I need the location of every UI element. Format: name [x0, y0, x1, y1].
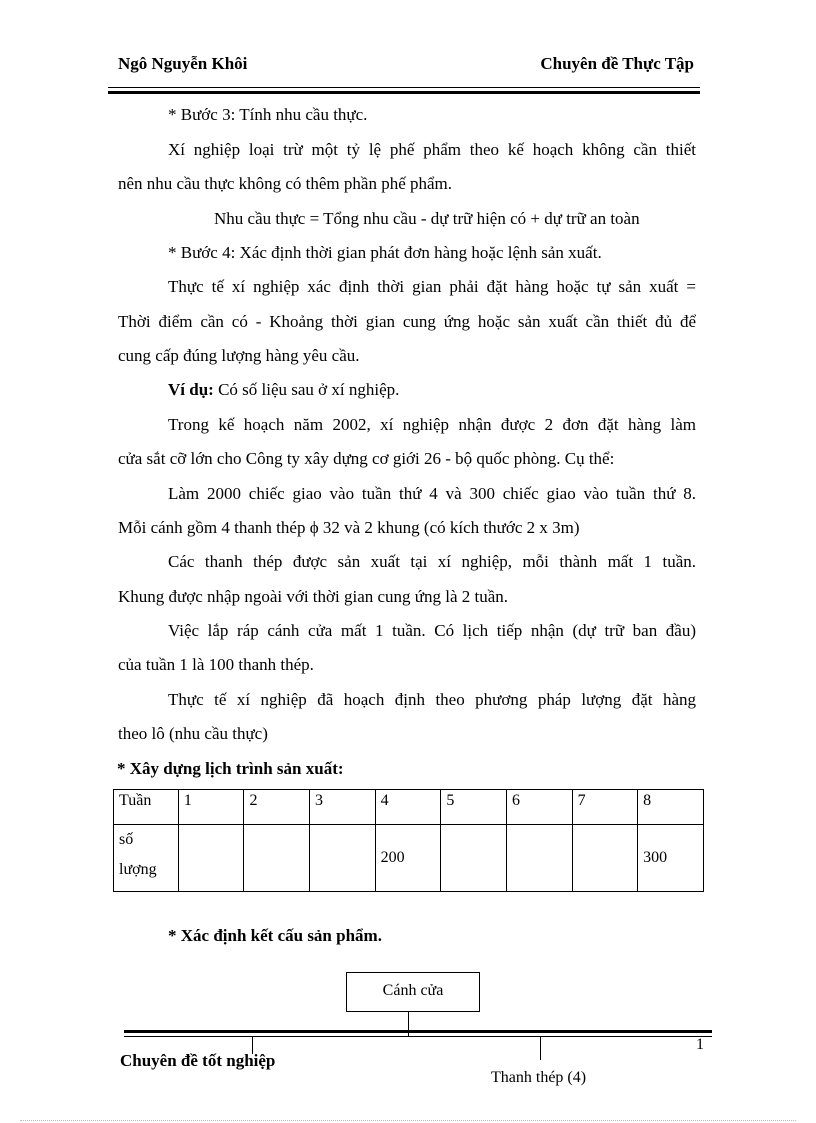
quantity-cell: 300 — [638, 825, 704, 892]
schedule-heading: * Xây dựng lịch trình sản xuất: — [117, 759, 344, 778]
week-cell: 4 — [375, 790, 441, 825]
paragraph-3-line-1: Trong kế hoạch năm 2002, xí nghiệp nhận được 2 đơn đặt hàng làm — [168, 415, 696, 434]
table-row-weeks — [114, 790, 704, 825]
week-cell: 1 — [178, 790, 244, 825]
footer-rule-thin — [124, 1036, 712, 1037]
footer-label: Chuyên đề tốt nghiệp — [120, 1051, 276, 1070]
paragraph-1-line-1: Xí nghiệp loại trừ một tỷ lệ phế phẩm theo kế hoạch không cần thiết — [168, 140, 696, 159]
paragraph-5-line-1: Các thanh thép được sản xuất tại xí nghiệp, mỗi thành mất 1 tuần. — [168, 552, 696, 571]
quantity-cell — [506, 825, 572, 892]
paragraph-6-line-2: của tuần 1 là 100 thanh thép. — [118, 655, 314, 674]
header-author: Ngô Nguyễn Khôi — [118, 54, 248, 73]
paragraph-3-line-2: cửa sắt cỡ lớn cho Công ty xây dựng cơ giới 26 - bộ quốc phòng. Cụ thể: — [118, 449, 615, 468]
paragraph-1-line-2: nên nhu cầu thực không có thêm phần phế phẩm. — [118, 174, 453, 193]
quantity-cell — [244, 825, 310, 892]
example-text: Có số liệu sau ở xí nghiệp. — [213, 380, 400, 399]
quantity-cell — [310, 825, 376, 892]
paragraph-7-line-2: theo lô (nhu cầu thực) — [118, 724, 268, 743]
step3-line: * Bước 3: Tính nhu cầu thực. — [168, 105, 368, 124]
paragraph-2-line-2: Thời điểm cần có - Khoảng thời gian cung ứng hoặc sản xuất cần thiết đủ để — [118, 312, 696, 331]
header-rule-thin — [108, 87, 700, 88]
diagram-node-door: Cánh cửa — [346, 972, 480, 1012]
diagram-node-steel-bar: Thanh thép (4) — [491, 1069, 587, 1086]
example-label: Ví dụ: — [168, 380, 214, 399]
page-number: 1 — [696, 1036, 704, 1053]
example-line — [168, 379, 696, 401]
paragraph-4-line-1: Làm 2000 chiếc giao vào tuần thứ 4 và 300 chiếc giao vào tuần thứ 8. — [168, 484, 696, 503]
step4-line: * Bước 4: Xác định thời gian phát đơn hàng hoặc lệnh sản xuất. — [168, 243, 602, 262]
paragraph-5-line-2: Khung được nhập ngoài với thời gian cung ứng là 2 tuần. — [118, 587, 509, 606]
week-cell: 3 — [310, 790, 376, 825]
week-cell: 8 — [638, 790, 704, 825]
paragraph-2-line-1: Thực tế xí nghiệp xác định thời gian phải đặt hàng hoặc tự sản xuất = — [168, 277, 696, 296]
header-title: Chuyên đề Thực Tập — [540, 54, 694, 73]
quantity-cell — [441, 825, 507, 892]
header-rule-thick — [108, 91, 700, 94]
page-edge-dotted — [20, 1120, 796, 1121]
formula-line: Nhu cầu thực = Tổng nhu cầu - dự trữ hiện có + dự trữ an toàn — [214, 209, 640, 228]
row-label-quantity-line-2: lượng — [119, 861, 157, 878]
paragraph-6-line-1: Việc lắp ráp cánh cửa mất 1 tuần. Có lịch tiếp nhận (dự trữ ban đầu) — [168, 621, 696, 640]
week-cell: 5 — [441, 790, 507, 825]
week-cell: 7 — [572, 790, 638, 825]
row-label-quantity-line-1: số — [119, 831, 134, 848]
row-label-week: Tuần — [114, 790, 179, 825]
row-label-quantity — [114, 825, 179, 892]
diagram-connector-right — [540, 1036, 541, 1060]
paragraph-2-line-3: cung cấp đúng lượng hàng yêu cầu. — [118, 346, 360, 365]
week-cell: 2 — [244, 790, 310, 825]
quantity-cell — [178, 825, 244, 892]
quantity-cell — [572, 825, 638, 892]
quantity-cell: 200 — [375, 825, 441, 892]
paragraph-4-line-2: Mỗi cánh gồm 4 thanh thép ϕ 32 và 2 khung (có kích thước 2 x 3m) — [118, 518, 580, 537]
week-cell: 6 — [506, 790, 572, 825]
structure-heading: * Xác định kết cấu sản phẩm. — [168, 926, 382, 945]
paragraph-7-line-1: Thực tế xí nghiệp đã hoạch định theo phương pháp lượng đặt hàng — [168, 690, 696, 709]
table-row-quantity — [114, 825, 704, 892]
footer-rule-thick — [124, 1030, 712, 1033]
schedule-table — [113, 789, 704, 892]
